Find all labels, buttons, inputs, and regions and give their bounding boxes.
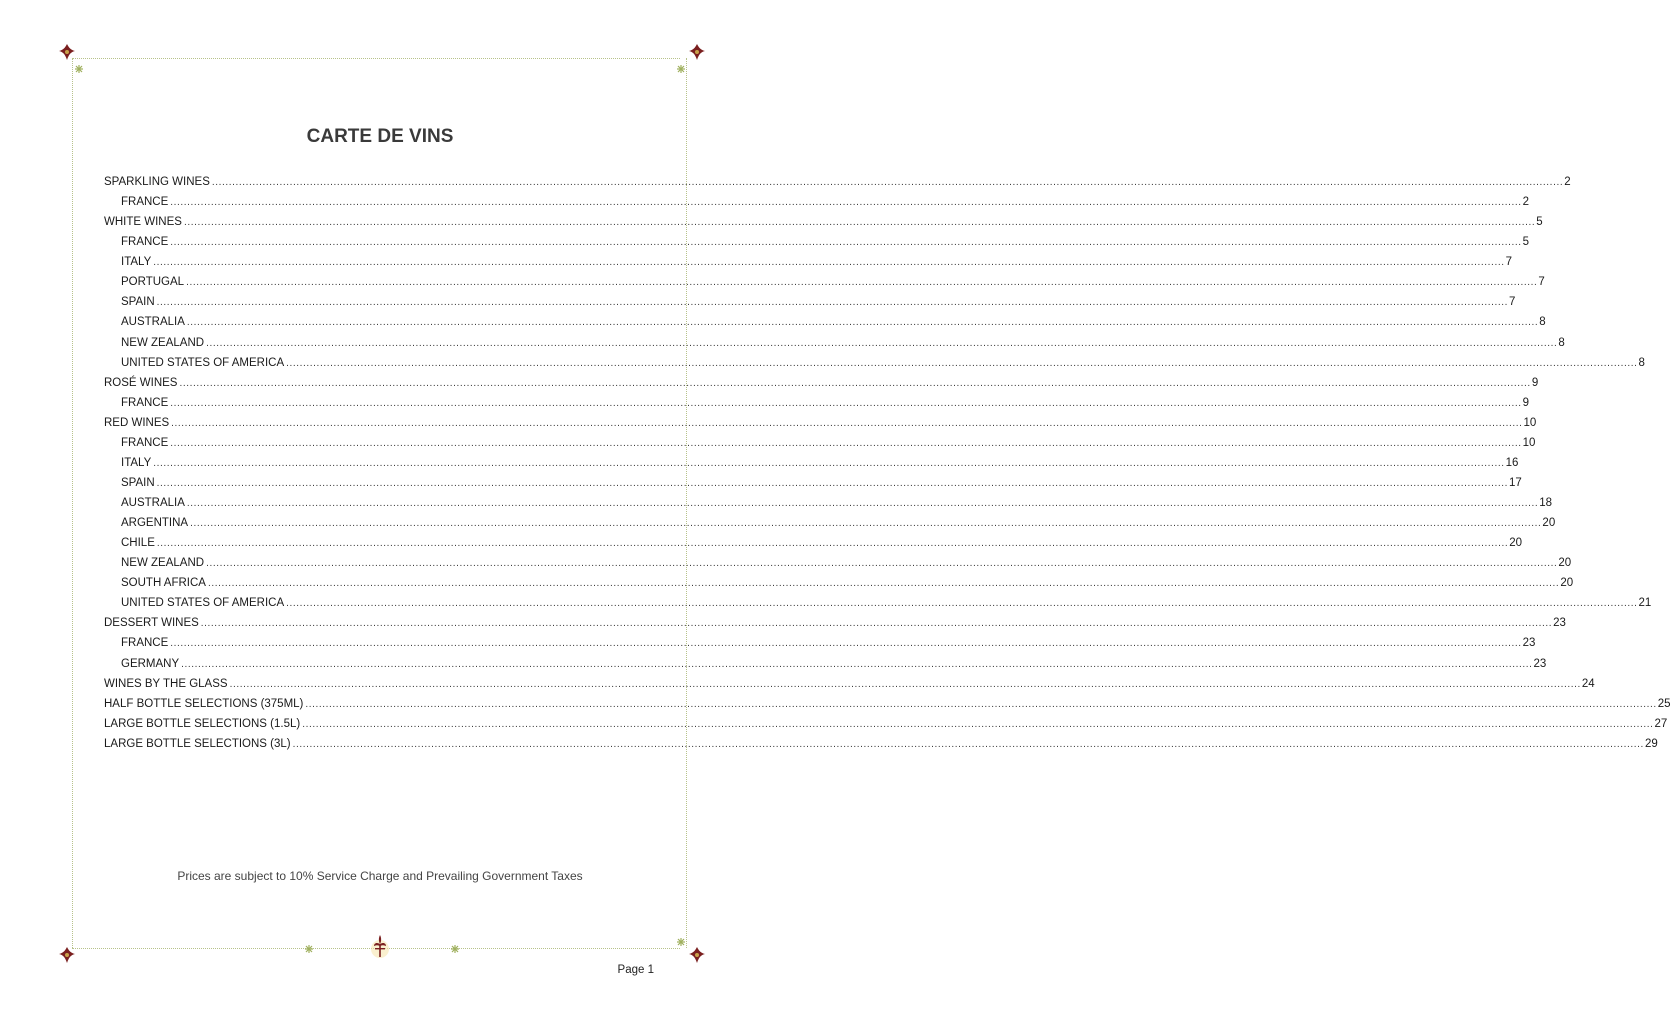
toc-entry-label: UNITED STATES OF AMERICA (121, 356, 285, 369)
toc-entry-label: ROSÉ WINES (104, 376, 178, 389)
toc-entry-page: 8 (1558, 336, 1565, 349)
toc-leader-dots: ................................................................................................................................................................................................................................................................................................................................................................................................................ (206, 337, 1558, 349)
toc-entry-label: AUSTRALIA (121, 497, 185, 509)
toc-entry[interactable] (104, 336, 1565, 357)
toc-entry-label: SPAIN (121, 476, 155, 489)
toc-entry[interactable] (104, 497, 1553, 517)
toc-entry[interactable] (104, 557, 1572, 577)
toc-entry-page: 27 (1654, 717, 1668, 730)
toc-leader-dots: ................................................................................................................................................................................................................................................................................................................................................................................................................ (170, 237, 1522, 249)
toc-entry-page: 7 (1505, 256, 1512, 269)
toc-leader-dots: ................................................................................................................................................................................................................................................................................................................................................................................................................ (292, 738, 1644, 750)
toc-entry-page: 8 (1539, 316, 1546, 329)
toc-leader-dots: ................................................................................................................................................................................................................................................................................................................................................................................................................ (181, 658, 1533, 670)
toc-entry-label: ITALY (121, 456, 152, 469)
toc-leader-dots: ................................................................................................................................................................................................................................................................................................................................................................................................................ (211, 177, 1564, 188)
footer-note: Prices are subject to 10% Service Charge and Prevailing Government Taxes (177, 869, 583, 883)
fleur-corner-icon (686, 42, 708, 64)
toc-entry[interactable] (104, 577, 1574, 597)
toc-entry-label: ARGENTINA (121, 517, 189, 530)
toc-entry-page: 9 (1531, 376, 1539, 389)
toc-entry-label: DESSERT WINES (104, 617, 199, 630)
toc-leader-dots: ................................................................................................................................................................................................................................................................................................................................................................................................................ (186, 498, 1539, 509)
toc-leader-dots: ................................................................................................................................................................................................................................................................................................................................................................................................................ (156, 297, 1508, 309)
toc-entry-page: 18 (1539, 497, 1553, 509)
toc-entry-page: 23 (1533, 657, 1547, 670)
table-of-contents (104, 176, 1671, 758)
toc-leader-dots: ................................................................................................................................................................................................................................................................................................................................................................................................................ (186, 317, 1539, 329)
toc-entry-page: 10 (1522, 436, 1536, 449)
toc-leader-dots: ................................................................................................................................................................................................................................................................................................................................................................................................................ (170, 397, 1522, 409)
sprig-icon (304, 944, 314, 954)
toc-entry[interactable] (104, 356, 1645, 377)
fleur-corner-icon (56, 945, 78, 967)
toc-entry[interactable] (104, 396, 1530, 417)
toc-entry-label: NEW ZEALAND (121, 336, 205, 349)
toc-entry[interactable] (104, 537, 1522, 557)
toc-leader-dots: ................................................................................................................................................................................................................................................................................................................................................................................................................ (286, 357, 1638, 369)
toc-entry[interactable] (104, 617, 1566, 637)
toc-leader-dots: ................................................................................................................................................................................................................................................................................................................................................................................................................ (153, 457, 1505, 469)
toc-entry-page: 24 (1581, 677, 1595, 690)
sprig-icon (74, 64, 84, 74)
toc-entry-page: 5 (1522, 236, 1530, 249)
toc-leader-dots: ................................................................................................................................................................................................................................................................................................................................................................................................................ (206, 558, 1558, 570)
toc-entry[interactable] (104, 216, 1543, 236)
sprig-icon (676, 64, 686, 74)
toc-entry-page: 17 (1509, 476, 1522, 489)
toc-leader-dots: ................................................................................................................................................................................................................................................................................................................................................................................................................ (229, 678, 1581, 690)
toc-entry[interactable] (104, 517, 1556, 537)
toc-entry-page: 29 (1644, 737, 1658, 750)
toc-entry-page: 21 (1638, 597, 1652, 610)
toc-entry-label: LARGE BOTTLE SELECTIONS (3L) (104, 737, 291, 750)
toc-entry[interactable] (104, 717, 1668, 738)
toc-entry-label: AUSTRALIA (121, 316, 185, 329)
toc-leader-dots: ................................................................................................................................................................................................................................................................................................................................................................................................................ (200, 618, 1553, 630)
toc-entry[interactable] (104, 697, 1671, 718)
toc-entry-page: 20 (1509, 537, 1522, 550)
toc-entry-page: 2 (1522, 196, 1530, 209)
frame-left (72, 58, 73, 948)
toc-entry-label: LARGE BOTTLE SELECTIONS (1.5L) (104, 717, 301, 730)
toc-entry-page: 23 (1522, 637, 1536, 650)
toc-entry-page: 8 (1638, 356, 1645, 369)
toc-leader-dots: ................................................................................................................................................................................................................................................................................................................................................................................................................ (170, 638, 1522, 650)
toc-entry-label: FRANCE (121, 637, 169, 650)
toc-entry[interactable] (104, 196, 1530, 216)
toc-entry-label: FRANCE (121, 196, 169, 209)
sprig-icon (450, 944, 460, 954)
toc-entry-label: SPARKLING WINES (104, 176, 210, 188)
toc-leader-dots: ................................................................................................................................................................................................................................................................................................................................................................................................................ (302, 718, 1654, 730)
toc-entry[interactable] (104, 476, 1522, 497)
toc-entry-label: WHITE WINES (104, 216, 182, 229)
toc-entry-label: GERMANY (121, 657, 180, 670)
toc-entry[interactable] (104, 376, 1539, 397)
toc-entry-page: 20 (1560, 577, 1574, 590)
toc-leader-dots: ................................................................................................................................................................................................................................................................................................................................................................................................................ (179, 377, 1531, 389)
toc-entry[interactable] (104, 296, 1516, 316)
toc-entry-label: SOUTH AFRICA (121, 577, 206, 590)
toc-entry-page: 10 (1523, 416, 1537, 429)
toc-entry[interactable] (104, 456, 1519, 477)
toc-entry-page: 5 (1536, 216, 1543, 229)
sprig-icon (676, 937, 686, 947)
toc-entry-label: FRANCE (121, 396, 169, 409)
toc-entry[interactable] (104, 677, 1595, 698)
toc-leader-dots: ................................................................................................................................................................................................................................................................................................................................................................................................................ (153, 257, 1505, 269)
toc-entry-label: NEW ZEALAND (121, 557, 205, 570)
toc-entry[interactable] (104, 256, 1512, 276)
toc-entry[interactable] (104, 637, 1536, 657)
toc-entry-page: 25 (1657, 697, 1671, 710)
page-title: CARTE DE VINS (306, 126, 454, 147)
toc-leader-dots: ................................................................................................................................................................................................................................................................................................................................................................................................................ (170, 197, 1522, 209)
toc-entry-page: 16 (1505, 456, 1519, 469)
toc-entry-page: 7 (1509, 296, 1516, 309)
toc-entry-label: PORTUGAL (121, 276, 185, 289)
toc-entry-page: 2 (1564, 176, 1571, 188)
toc-entry[interactable] (104, 436, 1536, 457)
toc-leader-dots: ................................................................................................................................................................................................................................................................................................................................................................................................................ (286, 598, 1638, 610)
toc-entry[interactable] (104, 416, 1537, 437)
toc-entry-label: RED WINES (104, 416, 170, 429)
toc-entry-label: WINES BY THE GLASS (104, 677, 228, 690)
page-number: Page 1 (617, 964, 654, 976)
toc-leader-dots: ................................................................................................................................................................................................................................................................................................................................................................................................................ (190, 518, 1542, 530)
toc-entry[interactable] (104, 276, 1545, 296)
toc-entry[interactable] (104, 657, 1547, 678)
toc-leader-dots: ................................................................................................................................................................................................................................................................................................................................................................................................................ (207, 578, 1560, 590)
fleur-corner-icon (686, 945, 708, 967)
toc-leader-dots: ................................................................................................................................................................................................................................................................................................................................................................................................................ (156, 477, 1508, 489)
toc-entry-page: 20 (1542, 517, 1556, 530)
toc-leader-dots: ................................................................................................................................................................................................................................................................................................................................................................................................................ (171, 417, 1523, 429)
toc-entry[interactable] (104, 176, 1571, 196)
fleur-corner-icon (56, 42, 78, 64)
toc-leader-dots: ................................................................................................................................................................................................................................................................................................................................................................................................................ (183, 217, 1536, 229)
toc-entry[interactable] (104, 737, 1658, 758)
toc-leader-dots: ................................................................................................................................................................................................................................................................................................................................................................................................................ (186, 277, 1538, 289)
toc-entry-label: UNITED STATES OF AMERICA (121, 597, 285, 610)
toc-leader-dots: ................................................................................................................................................................................................................................................................................................................................................................................................................ (170, 437, 1522, 449)
toc-leader-dots: ................................................................................................................................................................................................................................................................................................................................................................................................................ (305, 698, 1657, 710)
toc-entry-label: HALF BOTTLE SELECTIONS (375ML) (104, 697, 304, 710)
toc-entry-label: SPAIN (121, 296, 155, 309)
toc-leader-dots: ................................................................................................................................................................................................................................................................................................................................................................................................................ (156, 538, 1509, 550)
toc-entry-label: FRANCE (121, 236, 169, 249)
toc-entry-page: 9 (1522, 396, 1530, 409)
toc-entry[interactable] (104, 236, 1530, 256)
toc-entry-label: FRANCE (121, 436, 169, 449)
fleur-de-lis-icon (369, 933, 391, 961)
frame-top (72, 58, 680, 59)
toc-entry[interactable] (104, 597, 1652, 617)
toc-entry-page: 23 (1553, 617, 1566, 630)
toc-entry-page: 7 (1538, 276, 1545, 289)
toc-entry[interactable] (104, 316, 1546, 336)
toc-entry-label: CHILE (121, 537, 155, 550)
toc-entry-page: 20 (1558, 557, 1572, 570)
toc-entry-label: ITALY (121, 256, 152, 269)
